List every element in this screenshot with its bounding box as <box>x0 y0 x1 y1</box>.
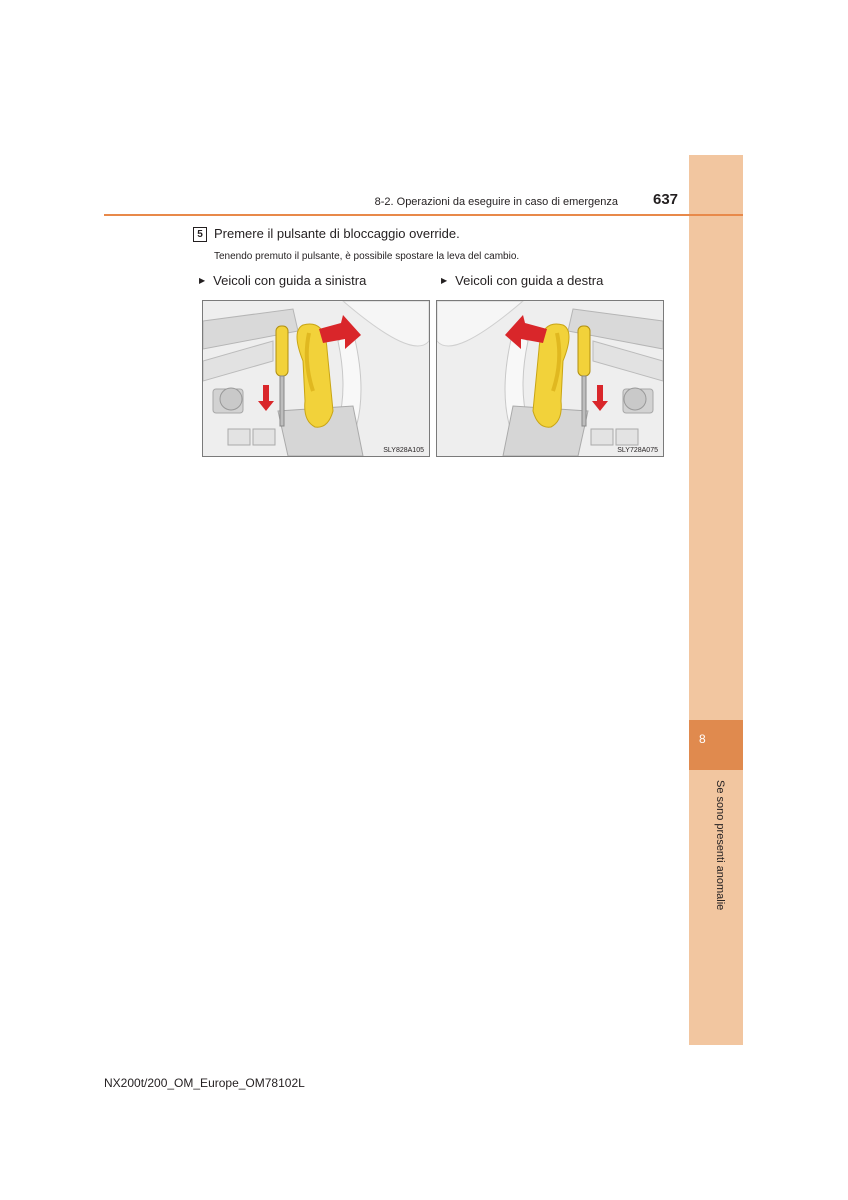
variant-label: Veicoli con guida a sinistra <box>213 273 367 288</box>
chapter-side-tab <box>689 155 743 1045</box>
chapter-number-tab <box>689 720 743 770</box>
section-title: 8-2. Operazioni da eseguire in caso di emergenza <box>374 196 618 208</box>
shift-lever-override-illustration <box>437 301 663 456</box>
step-instruction: Premere il pulsante di bloccaggio override. <box>214 226 460 241</box>
page-number: 637 <box>653 191 679 208</box>
header-rule <box>104 214 743 216</box>
shift-lever-override-illustration <box>203 301 429 456</box>
triangle-bullet-icon: ▶ <box>199 276 206 285</box>
illustration-code: SLY728A075 <box>617 447 658 454</box>
illustration-right-hand-drive <box>436 300 664 457</box>
chapter-title: Se sono presenti anomalie <box>714 780 726 911</box>
illustration-code: SLY828A105 <box>383 447 424 454</box>
chapter-number: 8 <box>699 732 706 746</box>
step-number-badge: 5 <box>193 227 207 242</box>
triangle-bullet-icon: ▶ <box>441 276 448 285</box>
illustration-left-hand-drive <box>202 300 430 457</box>
document-code: NX200t/200_OM_Europe_OM78102L <box>104 1076 305 1090</box>
variant-right-hand-drive <box>441 273 603 288</box>
variant-label: Veicoli con guida a destra <box>455 273 604 288</box>
step-note: Tenendo premuto il pulsante, è possibile spostare la leva del cambio. <box>214 251 520 262</box>
variant-left-hand-drive <box>199 273 366 288</box>
